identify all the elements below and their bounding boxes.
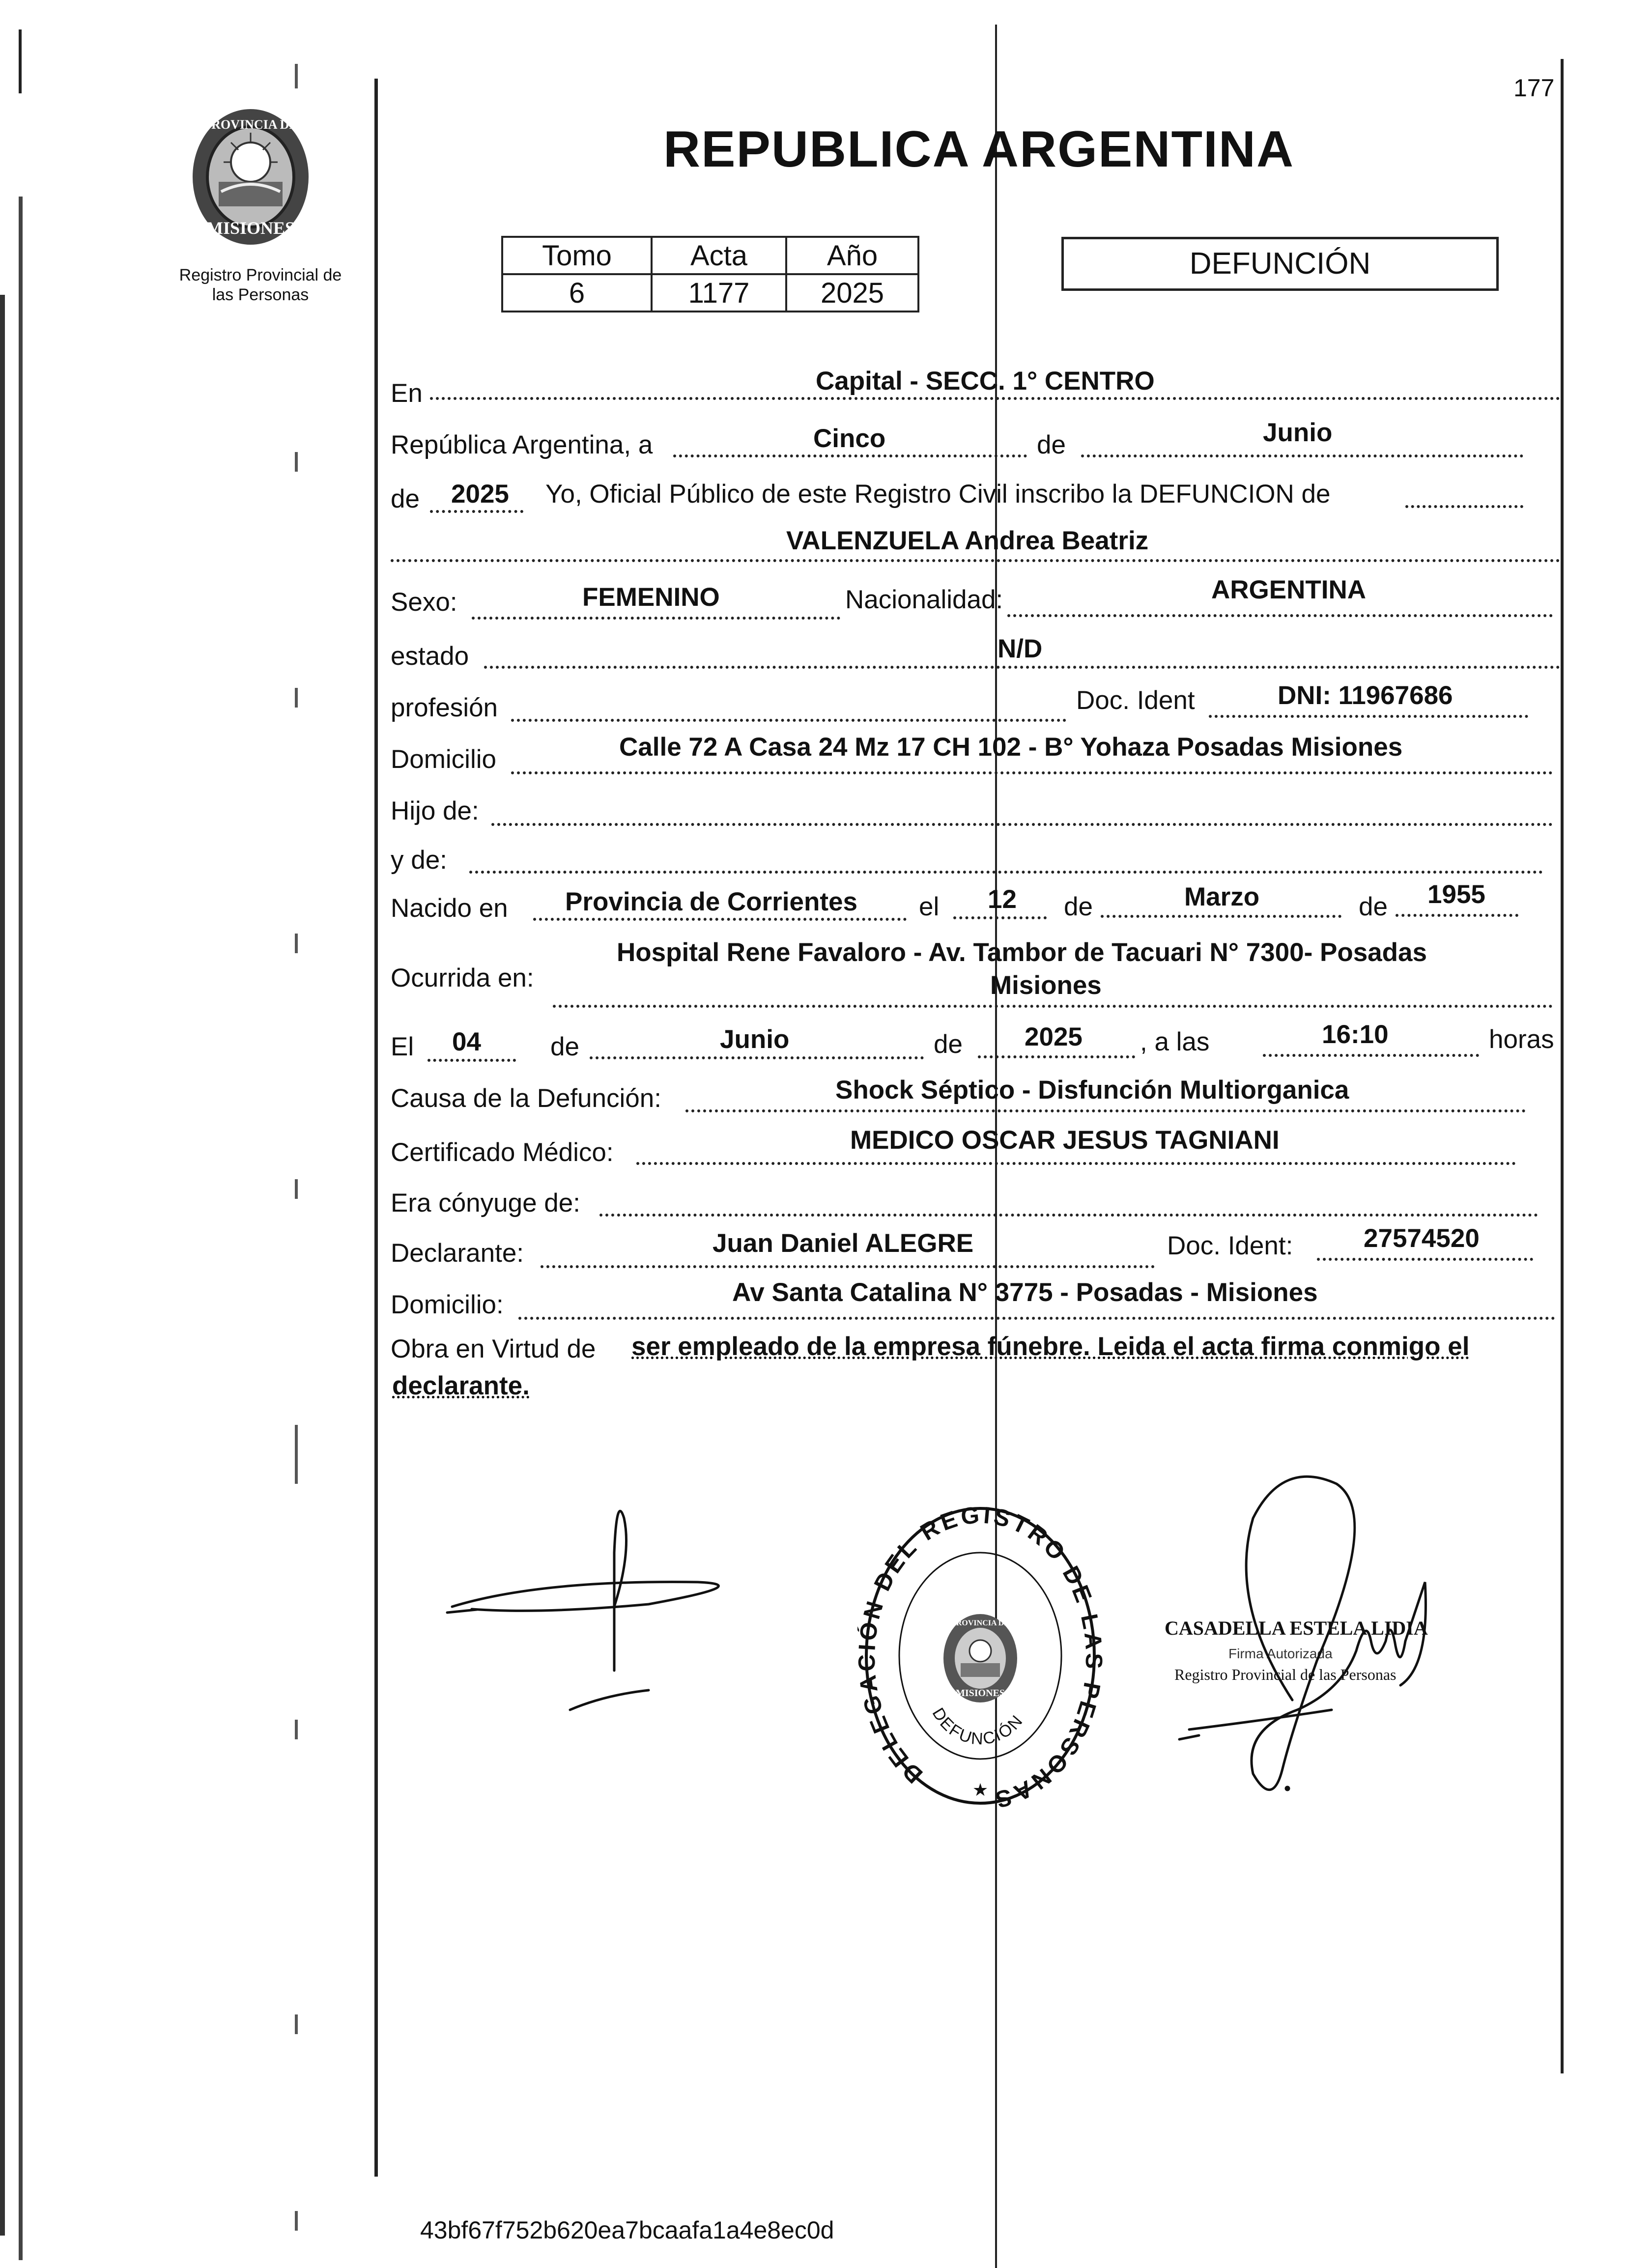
causa-line bbox=[685, 1109, 1526, 1112]
nac-anio-line bbox=[1396, 914, 1518, 917]
header-anio: Año bbox=[786, 237, 918, 274]
doc-ident-line bbox=[1209, 715, 1528, 718]
nac-dia-value: 12 bbox=[988, 885, 1017, 914]
profesion-label: profesión bbox=[391, 693, 498, 722]
def-de-label-2: de bbox=[934, 1030, 963, 1059]
value-anio: 2025 bbox=[786, 274, 918, 312]
sexo-label: Sexo: bbox=[391, 588, 457, 617]
official-seal bbox=[857, 1489, 1103, 1823]
province-logo bbox=[182, 103, 319, 251]
nacido-line bbox=[533, 918, 907, 921]
horas-label: horas bbox=[1489, 1025, 1554, 1054]
def-hora-line bbox=[1263, 1054, 1479, 1057]
nacionalidad-line bbox=[1007, 614, 1553, 617]
dia-line bbox=[673, 454, 1027, 457]
certificado-label: Certificado Médico: bbox=[391, 1138, 614, 1167]
domicilio2-label: Domicilio: bbox=[391, 1290, 504, 1319]
authority-signature bbox=[1169, 1454, 1445, 1823]
nac-de-label-2: de bbox=[1359, 892, 1388, 921]
def-de-label-1: de bbox=[550, 1032, 579, 1061]
en-line bbox=[430, 397, 1560, 400]
nac-mes-value: Marzo bbox=[1184, 882, 1260, 911]
obra-value-line2: declarante. bbox=[392, 1371, 530, 1400]
domicilio-value: Calle 72 A Casa 24 Mz 17 CH 102 - B° Yohaza Posadas Misiones bbox=[619, 733, 1403, 762]
mes-line bbox=[1081, 454, 1523, 457]
stamp-org: Registro Provincial de las Personas bbox=[1174, 1666, 1397, 1683]
page-title: REPUBLICA ARGENTINA bbox=[663, 121, 1295, 178]
svg-text:★: ★ bbox=[972, 1780, 989, 1800]
causa-label: Causa de la Defunción: bbox=[391, 1084, 661, 1113]
nac-mes-line bbox=[1101, 915, 1341, 918]
doc-ident-value: DNI: 11967686 bbox=[1278, 681, 1453, 710]
header-tomo: Tomo bbox=[502, 237, 652, 274]
declarante-value: Juan Daniel ALEGRE bbox=[713, 1229, 974, 1258]
document-hash: 43bf67f752b620ea7bcaafa1a4e8ec0d bbox=[420, 2216, 834, 2244]
y-de-label: y de: bbox=[391, 846, 447, 875]
nac-dia-line bbox=[953, 916, 1047, 919]
dia-value: Cinco bbox=[813, 424, 886, 453]
domicilio-label: Domicilio bbox=[391, 745, 496, 774]
declarante-signature bbox=[442, 1484, 786, 1729]
stamp-name: CASADELLA ESTELA LIDIA bbox=[1165, 1617, 1428, 1639]
yo-text: Yo, Oficial Público de este Registro Civil inscribo la DEFUNCION de bbox=[545, 480, 1331, 509]
svg-text:MISIONES: MISIONES bbox=[206, 218, 295, 238]
svg-text:MISIONES: MISIONES bbox=[955, 1688, 1005, 1699]
hijo-line bbox=[491, 823, 1553, 826]
a-las-label: , a las bbox=[1140, 1027, 1210, 1056]
logo-caption bbox=[162, 265, 359, 305]
certificado-line bbox=[636, 1162, 1516, 1165]
svg-text:DEFUNCIÓN DIGITAL: DEFUNCIÓN bbox=[928, 1704, 1027, 1749]
el-label: el bbox=[919, 892, 940, 921]
svg-text:PROVINCIA DE: PROVINCIA DE bbox=[951, 1619, 1009, 1627]
doc-ident2-label: Doc. Ident: bbox=[1167, 1231, 1293, 1260]
obra-value-line1: ser empleado de la empresa fúnebre. Leida el acta firma conmigo el bbox=[631, 1332, 1470, 1361]
scan-edge bbox=[19, 29, 22, 93]
nacido-value: Provincia de Corrientes bbox=[565, 887, 857, 916]
ocurrida-value-line1: Hospital Rene Favaloro - Av. Tambor de Tacuari N° 7300- Posadas bbox=[617, 938, 1427, 967]
de-label: de bbox=[1037, 430, 1066, 459]
nombre-line bbox=[391, 559, 1560, 562]
nac-de-label-1: de bbox=[1064, 892, 1093, 921]
anio-value: 2025 bbox=[451, 480, 509, 509]
conyuge-label: Era cónyuge de: bbox=[391, 1189, 580, 1218]
nac-anio-value: 1955 bbox=[1427, 880, 1485, 909]
estado-line bbox=[484, 666, 1560, 669]
ocurrida-line bbox=[553, 1005, 1553, 1008]
profesion-line bbox=[511, 719, 1066, 722]
nombre-value: VALENZUELA Andrea Beatriz bbox=[786, 526, 1149, 555]
hijo-label: Hijo de: bbox=[391, 796, 479, 825]
mes-value: Junio bbox=[1263, 418, 1333, 447]
def-mes-value: Junio bbox=[720, 1025, 790, 1054]
declarante-label: Declarante: bbox=[391, 1239, 524, 1268]
sexo-value: FEMENINO bbox=[582, 583, 720, 612]
republica-label: República Argentina, a bbox=[391, 430, 653, 459]
logo-caption-line1: Registro Provincial de bbox=[179, 266, 342, 284]
def-anio-value: 2025 bbox=[1025, 1022, 1083, 1051]
record-type-box bbox=[1061, 237, 1499, 291]
obra-label: Obra en Virtud de bbox=[391, 1334, 596, 1363]
logo-caption-line2: las Personas bbox=[212, 285, 309, 304]
sexo-line bbox=[472, 617, 840, 620]
nacionalidad-value: ARGENTINA bbox=[1211, 575, 1367, 604]
value-acta: 1177 bbox=[652, 274, 786, 312]
el2-label: El bbox=[391, 1032, 414, 1061]
y-de-line bbox=[469, 871, 1543, 874]
nacionalidad-label: Nacionalidad: bbox=[845, 585, 1003, 614]
certificado-value: MEDICO OSCAR JESUS TAGNIANI bbox=[850, 1126, 1280, 1155]
scan-edge bbox=[0, 295, 5, 2236]
svg-text:PROVINCIA DE: PROVINCIA DE bbox=[203, 117, 298, 132]
causa-value: Shock Séptico - Disfunción Multiorganica bbox=[835, 1076, 1349, 1105]
def-mes-line bbox=[590, 1056, 924, 1059]
def-dia-value: 04 bbox=[452, 1027, 481, 1056]
frame-right bbox=[1561, 59, 1564, 2073]
def-anio-line bbox=[978, 1055, 1135, 1058]
en-label: En bbox=[391, 379, 423, 408]
conyuge-line bbox=[599, 1214, 1538, 1217]
ocurrida-value-line2: Misiones bbox=[990, 971, 1102, 1000]
value-tomo: 6 bbox=[502, 274, 652, 312]
frame-left bbox=[374, 79, 378, 2177]
domicilio-line bbox=[511, 771, 1553, 774]
page-number: 177 bbox=[1513, 74, 1555, 102]
doc-ident2-line bbox=[1317, 1258, 1533, 1261]
de-anio-label: de bbox=[391, 484, 420, 513]
header-acta: Acta bbox=[652, 237, 786, 274]
declarante-line bbox=[541, 1265, 1155, 1268]
stamp-role: Firma Autorizada bbox=[1228, 1646, 1333, 1661]
record-table bbox=[501, 236, 919, 312]
doc-ident2-value: 27574520 bbox=[1364, 1224, 1480, 1253]
anio-line bbox=[430, 510, 523, 513]
domicilio2-value: Av Santa Catalina N° 3775 - Posadas - Misiones bbox=[732, 1278, 1318, 1307]
ocurrida-label: Ocurrida en: bbox=[391, 964, 534, 992]
def-hora-value: 16:10 bbox=[1322, 1020, 1389, 1049]
svg-text:DELEGACIÓN DEL REGISTRO DE LAS: DELEG ÓN DEL REGISTRO DE L PERSONAS bbox=[857, 1502, 1103, 1814]
estado-value: N/D bbox=[998, 634, 1043, 663]
nacido-label: Nacido en bbox=[391, 894, 508, 923]
estado-label: estado bbox=[391, 642, 469, 671]
domicilio2-line bbox=[518, 1317, 1555, 1320]
scan-edge bbox=[19, 197, 23, 2260]
yo-line bbox=[1405, 505, 1523, 508]
def-dia-line bbox=[428, 1059, 516, 1062]
seal-emblem bbox=[943, 1614, 1017, 1702]
en-value: Capital - SECC. 1° CENTRO bbox=[816, 367, 1155, 396]
record-type: DEFUNCIÓN bbox=[1189, 247, 1371, 281]
doc-ident-label: Doc. Ident bbox=[1076, 686, 1195, 715]
